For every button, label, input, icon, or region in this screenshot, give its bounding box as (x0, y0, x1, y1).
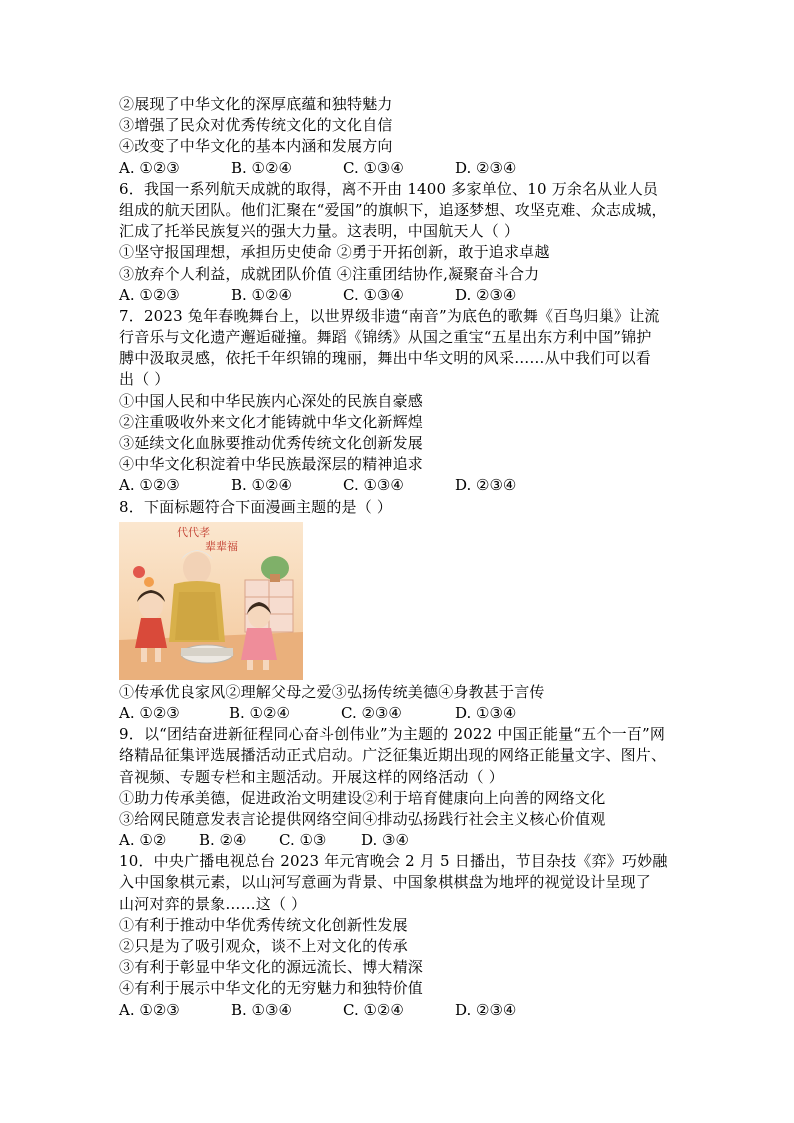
question-9-stem: 9．以“团结奋进新征程同心奋斗创伟业”为主题的 2022 中国正能量“五个一百”网 (119, 725, 666, 744)
question-7-item: ③延续文化血脉要推动优秀传统文化创新发展 (119, 434, 424, 452)
question-7 (119, 306, 679, 497)
question-9-item: ③给网民随意发表言论提供网络空间④排动弘扬践行社会主义核心价值观 (119, 809, 606, 828)
question-7-stem: 行音乐与文化遗产邂逅碰撞。舞蹈《锦绣》从国之重宝“五星出东方利中国”锦护 (119, 328, 652, 347)
question-8-stem: 8．下面标题符合下面漫画主题的是（ ） (119, 497, 393, 516)
option-b: B. ①③④ (231, 1000, 292, 1019)
option-d: D. ②③④ (455, 1000, 517, 1019)
option-a: A. ①②③ (119, 703, 180, 722)
question-9-item: ①助力传承美德，促进政治文明建设②利于培育健康向上向善的网络文化 (119, 788, 606, 807)
option-a: A. ①②③ (119, 285, 180, 304)
question-10-item: ③有利于彰显中华文化的源远流长、博大精深 (119, 958, 424, 977)
option-b: B. ①②④ (229, 703, 290, 722)
option-d: D. ②③④ (455, 158, 517, 177)
question-9-options (119, 830, 679, 851)
question-6 (119, 179, 679, 306)
question-6-options (119, 285, 679, 306)
question-6-stem: 汇成了托举民族复兴的强大力量。这表明，中国航天人（ ） (119, 222, 520, 241)
question-5-item: ③增强了民众对优秀传统文化的文化自信 (119, 116, 393, 135)
option-c: C. ①②④ (343, 1000, 404, 1019)
question-10-item: ④有利于展示中华文化的无穷魅力和独特价值 (119, 979, 424, 998)
question-5 (119, 94, 679, 179)
option-d: D. ②③④ (455, 285, 517, 304)
question-8-options (119, 703, 679, 724)
question-9-stem: 音视频、专题专栏和主题活动。开展这样的网络活动（ ） (119, 767, 504, 786)
option-c: C. ①③④ (343, 158, 404, 177)
question-7-stem: 膊中汲取灵感，依托千年织锦的瑰丽，舞出中华文明的风采……从中我们可以看 (119, 349, 652, 368)
option-c: C. ①③④ (343, 476, 404, 495)
question-6-item: ①坚守报国理想，承担历史使命 ②勇于开拓创新，敢于追求卓越 (119, 243, 550, 262)
question-10-item: ①有利于推动中华优秀传统文化创新性发展 (119, 915, 408, 934)
question-6-stem: 组成的航天团队。他们汇聚在“爱国”的旗帜下，追逐梦想、攻坚克难、众志成城， (119, 200, 667, 219)
question-8 (119, 497, 679, 725)
question-6-stem: 6．我国一系列航天成就的取得，离不开由 1400 多家单位、10 万余名从业人员 (119, 179, 659, 198)
option-c: C. ②③④ (341, 703, 402, 722)
option-c: C. ①③④ (343, 285, 404, 304)
cartoon-caption-1: 代代孝 (177, 525, 210, 539)
question-10-stem: 山河对弈的景象……这（ ） (119, 894, 307, 913)
question-10-stem: 入中国象棋元素，以山河写意画为背景、中国象棋棋盘为地坪的视觉设计呈现了 (119, 873, 652, 892)
option-b: B. ①②④ (231, 158, 292, 177)
option-c: C. ①③ (279, 831, 327, 850)
question-6-item: ③放弃个人利益，成就团队价值 ④注重团结协作,凝聚奋斗合力 (119, 264, 540, 283)
option-a: A. ①②③ (119, 1000, 180, 1019)
option-d: D. ①③④ (455, 703, 517, 722)
option-a: A. ①②③ (119, 158, 180, 177)
question-7-item: ④中华文化积淀着中华民族最深层的精神追求 (119, 455, 424, 474)
question-8-items: ①传承优良家风②理解父母之爱③弘扬传统美德④身教甚于言传 (119, 682, 545, 701)
cartoon-illustration (119, 522, 303, 680)
option-b: B. ②④ (199, 831, 247, 850)
option-b: B. ①②④ (231, 476, 292, 495)
option-d: D. ③④ (361, 831, 409, 850)
cartoon-image (119, 522, 303, 680)
question-7-stem: 7．2023 兔年春晚舞台上，以世界级非遗“南音”为底色的歌舞《百鸟归巢》让流 (119, 306, 660, 325)
question-7-stem: 出（ ） (119, 370, 170, 389)
question-7-item: ②注重吸收外来文化才能铸就中华文化新辉煌 (119, 412, 424, 431)
question-7-options (119, 475, 679, 496)
option-b: B. ①②④ (231, 285, 292, 304)
option-a: A. ①②③ (119, 476, 180, 495)
question-5-item: ④改变了中华文化的基本内涵和发展方向 (119, 137, 393, 156)
option-a: A. ①② (119, 831, 167, 850)
question-10-options (119, 1000, 679, 1021)
question-5-options (119, 158, 679, 179)
question-5-item: ②展现了中华文化的深厚底蕴和独特魅力 (119, 95, 393, 113)
question-9 (119, 724, 679, 851)
exam-page (119, 94, 679, 1021)
question-10 (119, 851, 679, 1021)
question-10-stem: 10．中央广播电视总台 2023 年元宵晚会 2 月 5 日播出，节目杂技《弈》巧妙融 (119, 852, 668, 871)
question-10-item: ②只是为了吸引观众，谈不上对文化的传承 (119, 937, 408, 955)
cartoon-caption-2: 辈辈福 (205, 539, 238, 553)
option-d: D. ②③④ (455, 476, 517, 495)
question-9-stem: 络精品征集评选展播活动正式启动。广泛征集近期出现的网络正能量文字、图片、 (119, 746, 667, 765)
question-7-item: ①中国人民和中华民族内心深处的民族自豪感 (119, 391, 424, 410)
